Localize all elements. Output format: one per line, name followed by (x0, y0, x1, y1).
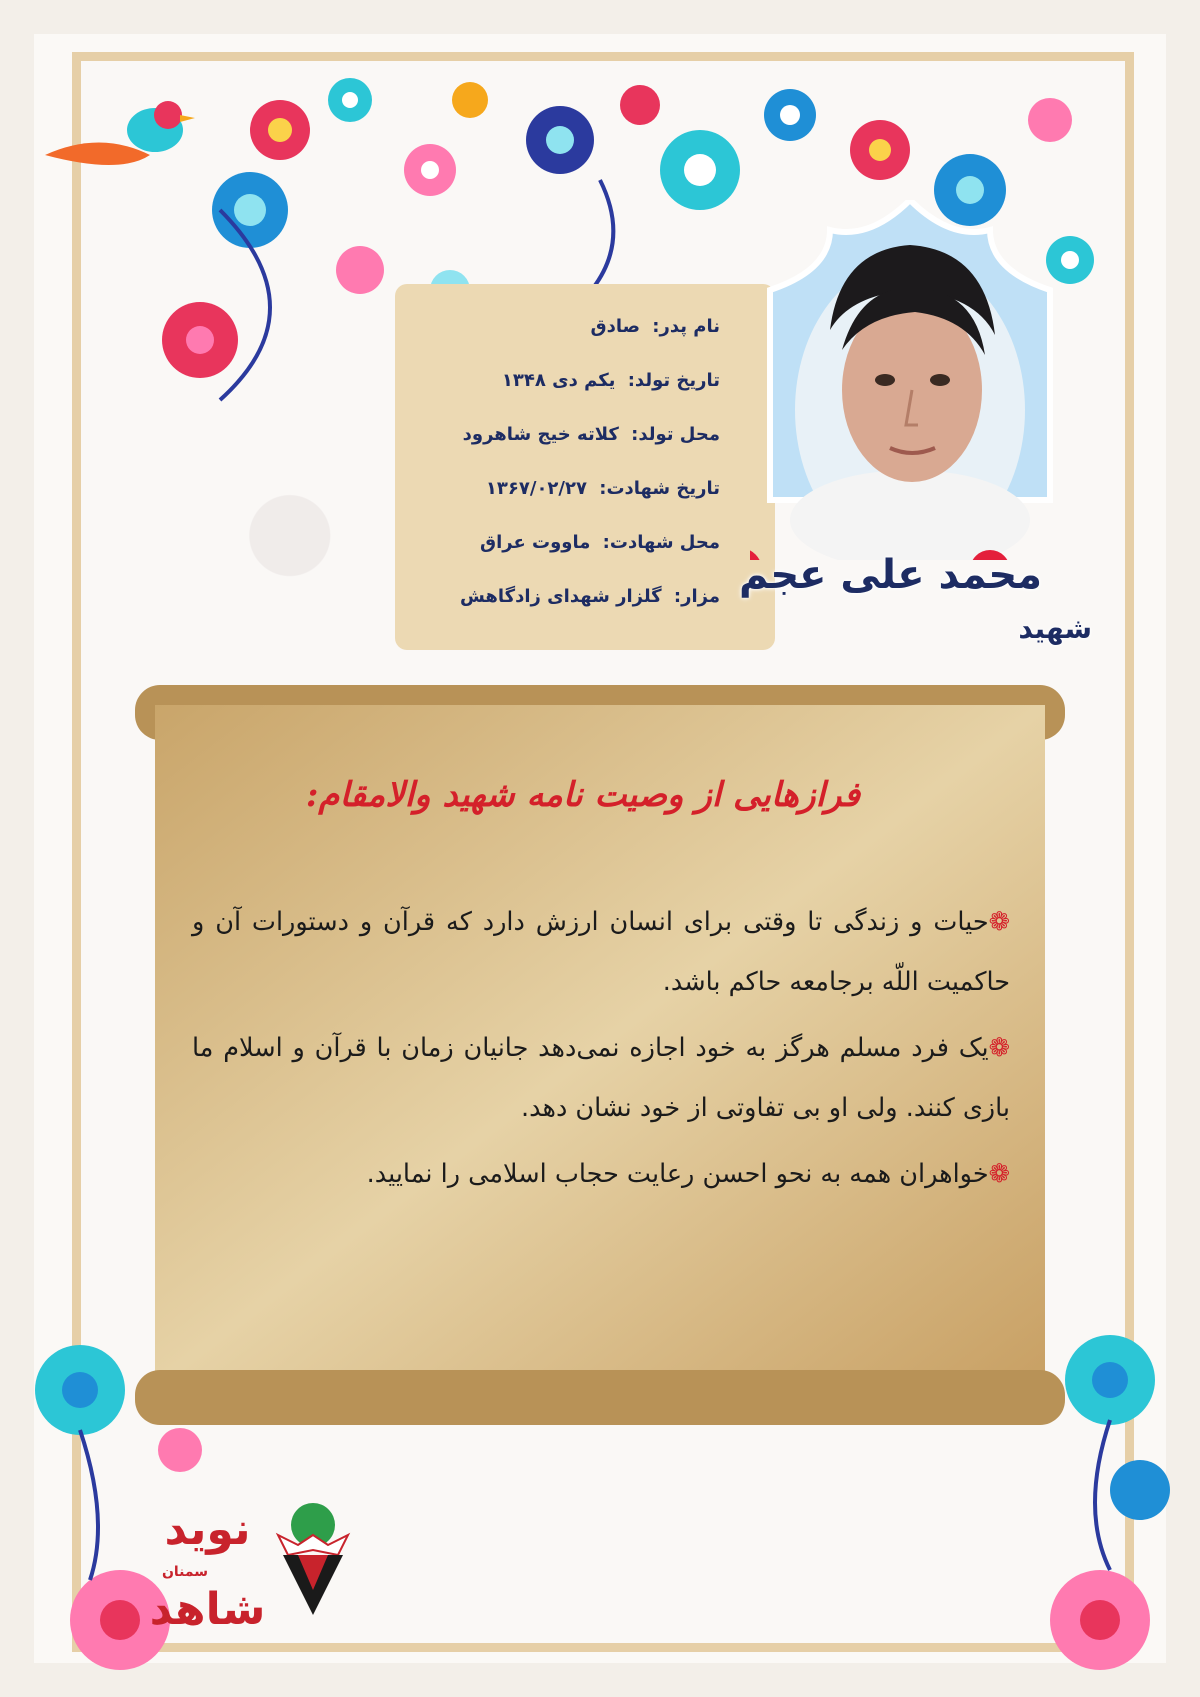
father-row (410, 300, 720, 354)
will-paragraph-1 (192, 892, 1010, 1012)
will-text (192, 892, 1010, 1210)
will-paragraph-1-text: حیات و زندگی تا وقتی برای انسان ارزش دارد که قرآن و دستورات آن و حاکمیت اللّه برجامعه حاکم باشد. (192, 907, 1010, 997)
birth-place-row (410, 408, 720, 462)
martyrdom-place-row (410, 516, 720, 570)
martyr-name: محمد علی عجم (738, 552, 1042, 598)
martyrdom-place-label: محل شهادت: (602, 532, 720, 553)
grave-label: مزار: (673, 586, 720, 607)
bird-icon (45, 101, 195, 165)
bullet-icon: ❁ (988, 907, 1010, 937)
navid-shahed-logo (145, 1490, 270, 1635)
martyr-title: شهید (1018, 612, 1092, 645)
grave-value: گلزار شهدای زادگاهش (459, 586, 662, 607)
grave-row (410, 570, 720, 624)
navid-logo-city: سمنان (161, 1564, 209, 1580)
navid-logo-text: نوید شاهد (149, 1504, 266, 1635)
martyrdom-date-label: تاریخ شهادت: (599, 478, 720, 499)
birth-date-row (410, 354, 720, 408)
foundation-emblem-logo (258, 1495, 368, 1625)
portrait (750, 200, 1070, 560)
bullet-icon: ❁ (988, 1033, 1010, 1063)
will-paragraph-3-text: خواهران همه به نحو احسن رعایت حجاب اسلامی را نمایید. (366, 1159, 989, 1189)
martyrdom-date-row (410, 462, 720, 516)
martyrdom-place-value: ماووت عراق (480, 532, 591, 553)
martyrdom-date-value: ۱۳۶۷/۰۲/۲۷ (485, 478, 587, 499)
will-title: فرازهایی از وصیت نامه شهید والامقام: (305, 775, 860, 815)
birth-place-label: محل تولد: (631, 424, 720, 445)
bullet-icon: ❁ (988, 1159, 1010, 1189)
birth-date-value: یکم دی ۱۳۴۸ (501, 370, 616, 391)
will-paragraph-2 (192, 1018, 1010, 1138)
will-paragraph-2-text: یک فرد مسلم هرگز به خود اجازه نمی‌دهد جانیان زمان با قرآن و اسلام ما بازی کنند. ولی او بی تفاوتی از خود نشان دهد. (192, 1033, 1010, 1123)
father-label: نام پدر: (652, 316, 720, 337)
will-paragraph-3 (192, 1144, 1010, 1204)
birth-date-label: تاریخ تولد: (627, 370, 720, 391)
father-value: صادق (590, 316, 641, 337)
birth-place-value: کلاته خیج شاهرود (462, 424, 619, 445)
floral-decoration-bottom-right (1010, 1330, 1180, 1670)
info-list (410, 300, 720, 624)
